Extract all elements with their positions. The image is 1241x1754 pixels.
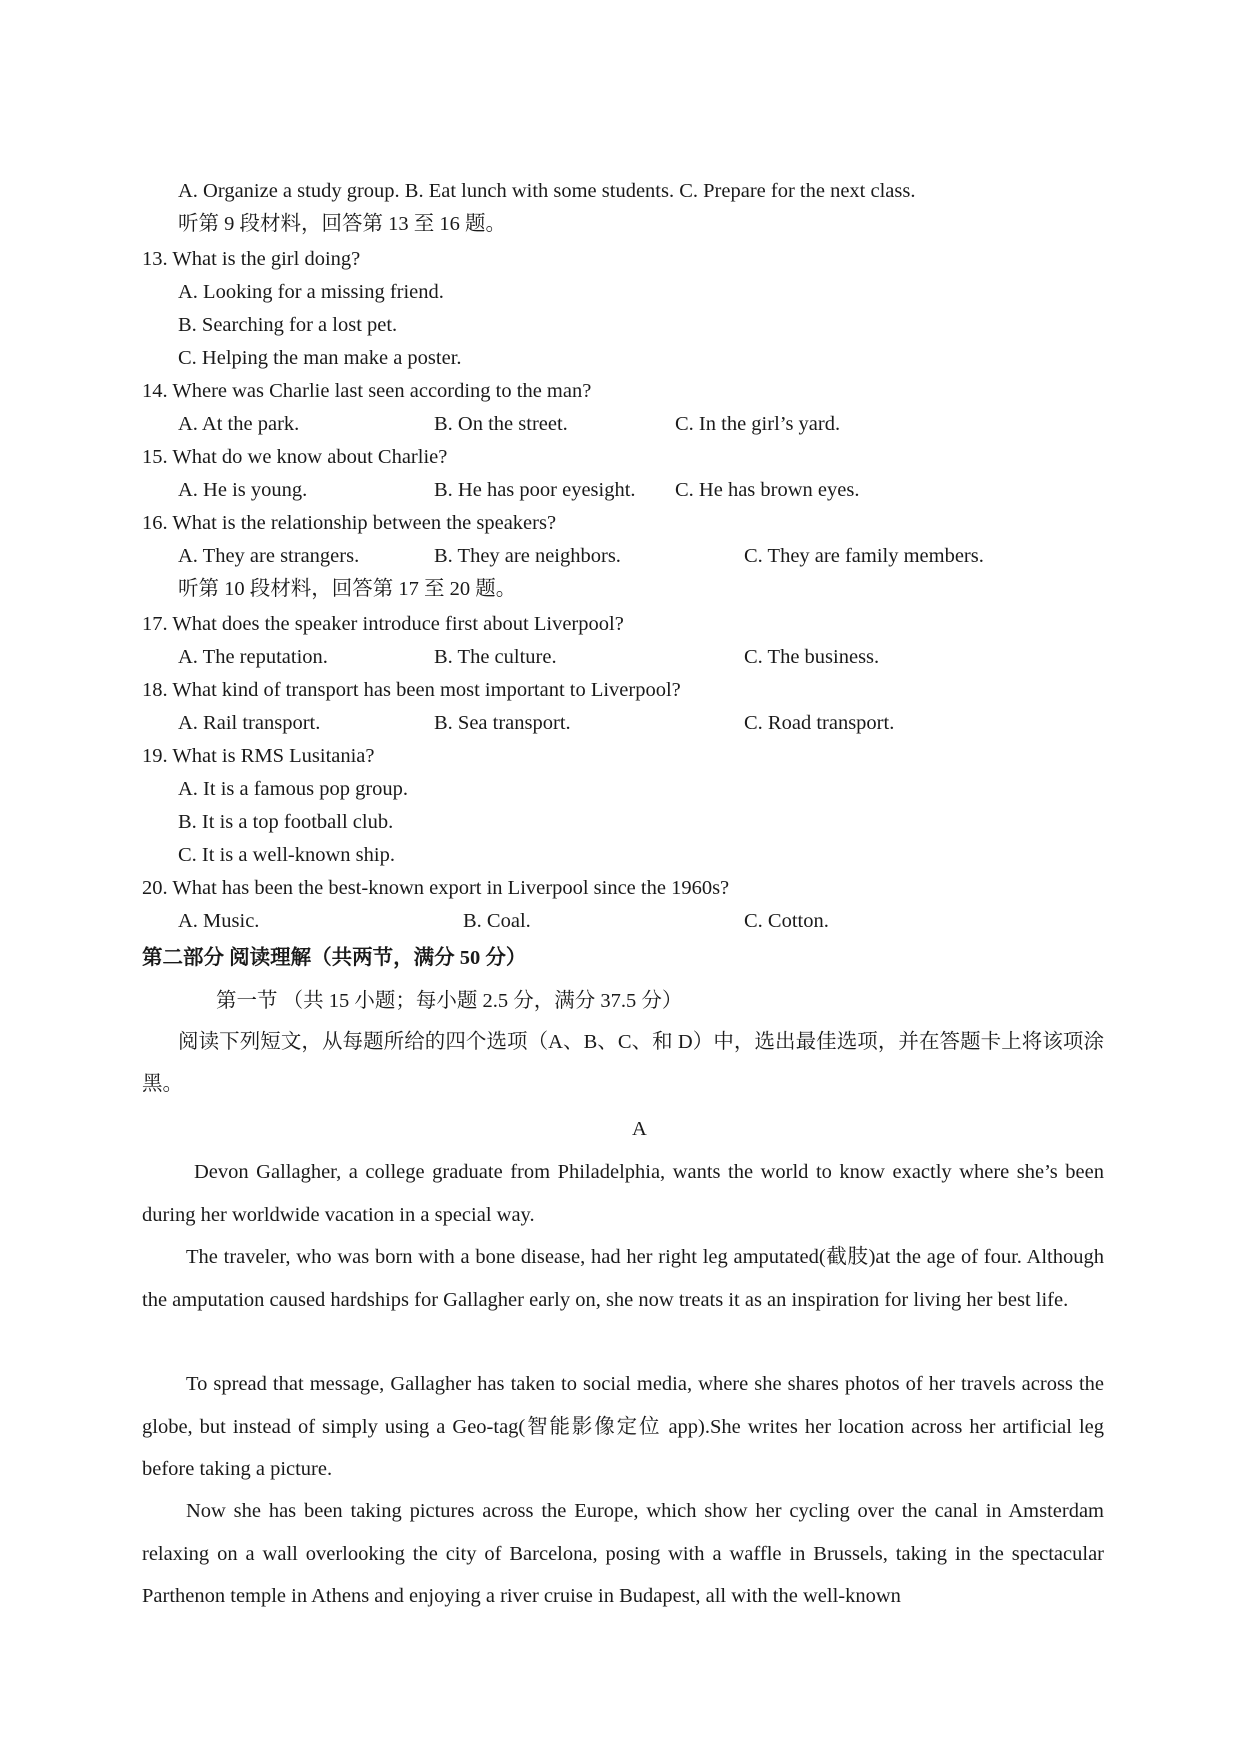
q20-option-a: A. Music. xyxy=(178,910,260,932)
q16-option-b: B. They are neighbors. xyxy=(434,545,621,567)
q13-option-b: B. Searching for a lost pet. xyxy=(178,314,398,336)
q14-option-a: A. At the park. xyxy=(178,413,300,435)
q20-option-b: B. Coal. xyxy=(463,910,531,932)
q15-stem: 15. What do we know about Charlie? xyxy=(142,446,448,468)
q17-option-b: B. The culture. xyxy=(434,646,557,668)
passage-paragraph-3: To spread that message, Gallagher has taken to social media, where she shares photos of her travels across the globe, but instead of simply using a Geo-tag(智能影像定位 app).She writes her location across her artificial leg before taking a picture. xyxy=(142,1373,1104,1480)
q16-stem: 16. What is the relationship between the speakers? xyxy=(142,512,557,534)
q12-options: A. Organize a study group. B. Eat lunch with some students. C. Prepare for the next class. xyxy=(178,180,916,202)
passage-paragraph-2: The traveler, who was born with a bone disease, had her right leg amputated(截肢)at the age of four. Although the amputation caused hardships for Gallagher early on, she now treats it as an inspiration for living her best life. xyxy=(142,1246,1104,1311)
q15-option-b: B. He has poor eyesight. xyxy=(434,479,636,501)
q18-option-c: C. Road transport. xyxy=(744,712,895,734)
q14-option-b: B. On the street. xyxy=(434,413,568,435)
q20-option-c: C. Cotton. xyxy=(744,910,829,932)
section1-heading: 第一节 （共 15 小题；每小题 2.5 分，满分 37.5 分） xyxy=(216,990,683,1012)
q19-option-b: B. It is a top football club. xyxy=(178,811,394,833)
q13-stem: 13. What is the girl doing? xyxy=(142,248,361,270)
part2-heading: 第二部分 阅读理解（共两节，满分 50 分） xyxy=(142,947,527,969)
q14-option-c: C. In the girl’s yard. xyxy=(675,413,841,435)
q17-stem: 17. What does the speaker introduce first about Liverpool? xyxy=(142,613,624,635)
passage-label: A xyxy=(632,1118,647,1140)
q19-stem: 19. What is RMS Lusitania? xyxy=(142,745,375,767)
q17-option-a: A. The reputation. xyxy=(178,646,328,668)
q18-stem: 18. What kind of transport has been most important to Liverpool? xyxy=(142,679,681,701)
section9-intro: 听第 9 段材料，回答第 13 至 16 题。 xyxy=(178,213,506,235)
q16-option-c: C. They are family members. xyxy=(744,545,984,567)
q18-option-b: B. Sea transport. xyxy=(434,712,571,734)
q19-option-a: A. It is a famous pop group. xyxy=(178,778,409,800)
q16-option-a: A. They are strangers. xyxy=(178,545,360,567)
q13-option-c: C. Helping the man make a poster. xyxy=(178,347,462,369)
q15-option-c: C. He has brown eyes. xyxy=(675,479,860,501)
q17-option-c: C. The business. xyxy=(744,646,880,668)
reading-instructions: 阅读下列短文，从每题所给的四个选项（A、B、C、和 D）中，选出最佳选项，并在答题卡上将该项涂黑。 xyxy=(142,1031,1104,1095)
q14-stem: 14. Where was Charlie last seen according to the man? xyxy=(142,380,592,402)
passage-paragraph-1: Devon Gallagher, a college graduate from Philadelphia, wants the world to know exactly where she’s been during her worldwide vacation in a special way. xyxy=(142,1161,1104,1226)
section10-intro: 听第 10 段材料，回答第 17 至 20 题。 xyxy=(178,578,517,600)
q18-option-a: A. Rail transport. xyxy=(178,712,321,734)
q20-stem: 20. What has been the best-known export in Liverpool since the 1960s? xyxy=(142,877,730,899)
q13-option-a: A. Looking for a missing friend. xyxy=(178,281,444,303)
passage-paragraph-4: Now she has been taking pictures across the Europe, which show her cycling over the canal in Amsterdam relaxing on a wall overlooking the city of Barcelona, posing with a waffle in Brussels, taking in the spectacular Parthenon temple in Athens and enjoying a river cruise in Budapest, all with the well-known xyxy=(142,1500,1104,1607)
q19-option-c: C. It is a well-known ship. xyxy=(178,844,395,866)
q15-option-a: A. He is young. xyxy=(178,479,308,501)
